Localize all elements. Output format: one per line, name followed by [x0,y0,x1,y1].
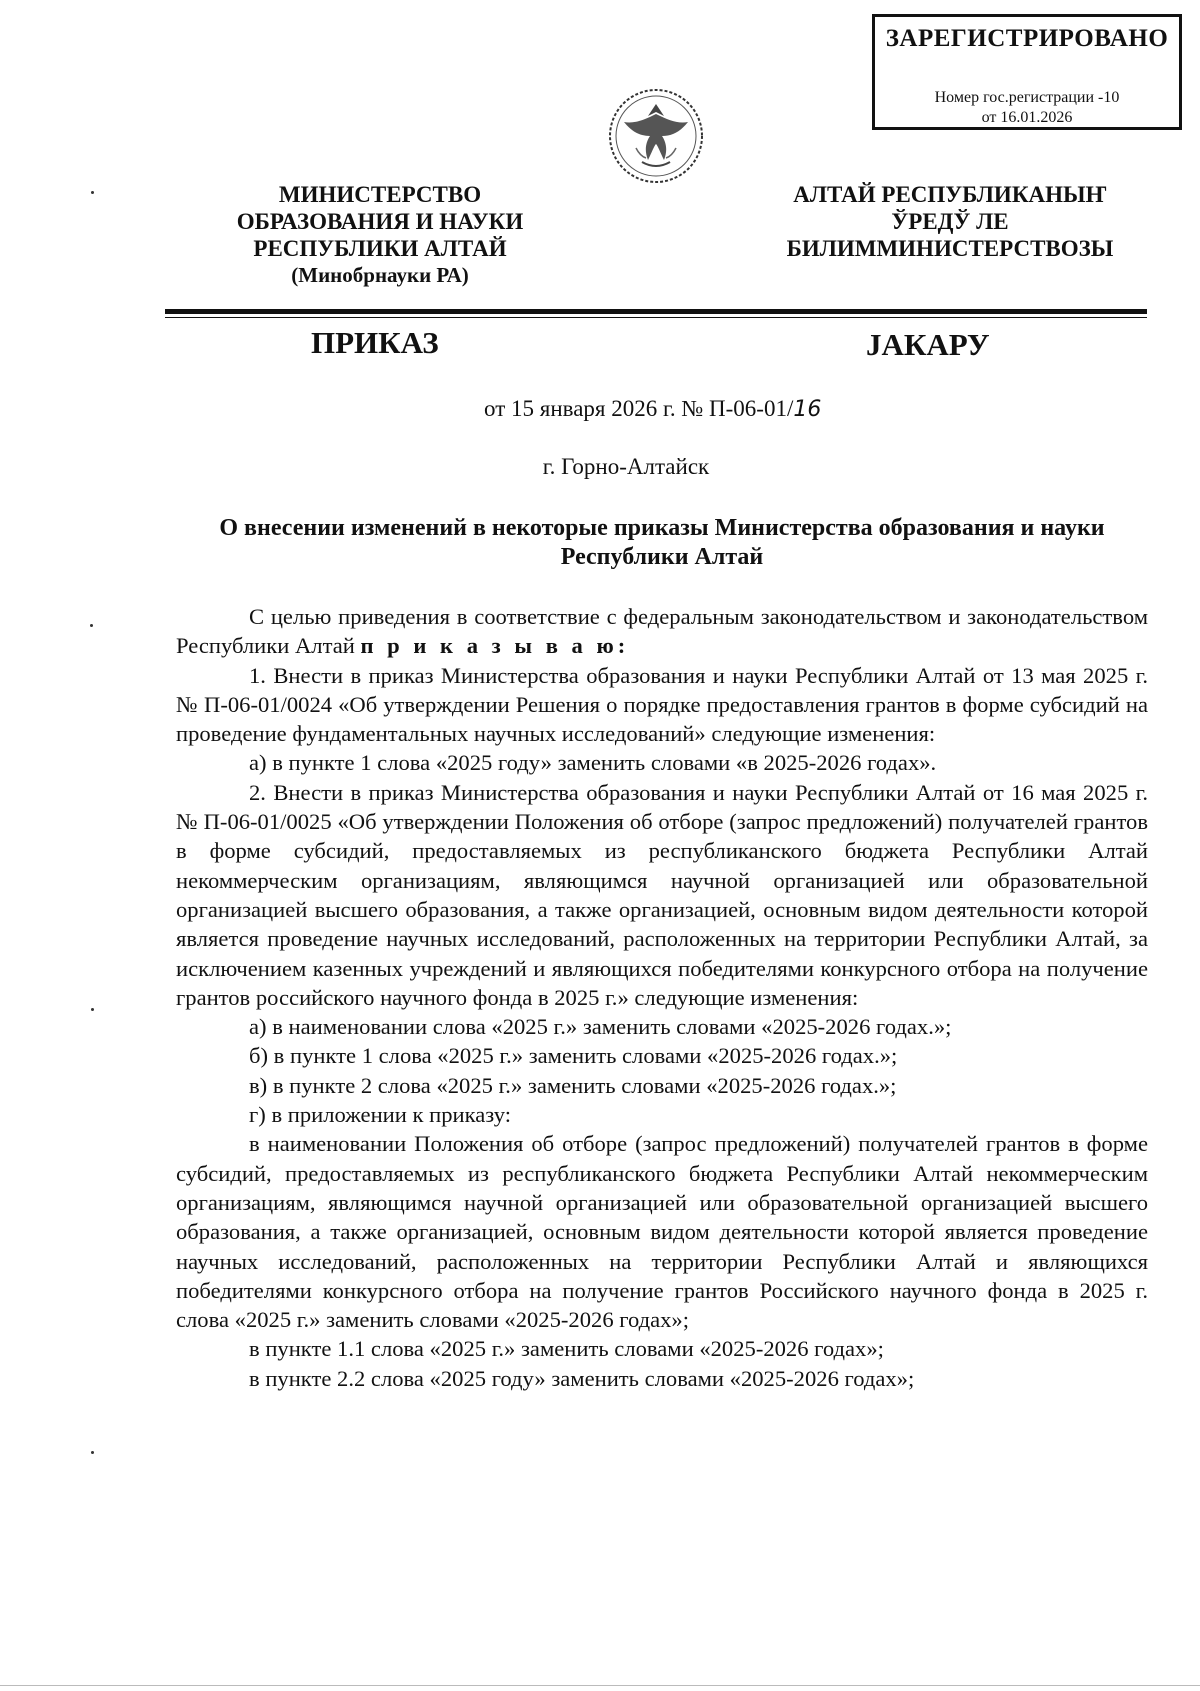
paragraph-2: 2. Внести в приказ Министерства образования и науки Республики Алтай от 16 мая 2025 г. № П-06-01/0025 «Об утверждении Положения об отборе (запрос предложений) получателей грантов в форме субсидий, предоставляемых из республиканского бюджета Республики Алтай некоммерческим организациям, являющимся научной организацией или образовательной организацией высшего образования, а также организацией, основным видом деятельности которой является проведение научных исследований, расположенных на территории Республики Алтай, за исключением казенных учреждений и являющихся победителями конкурсного отбора на получение грантов российского научного фонда в 2025 г.» следующие изменения: [176,779,1148,1010]
paragraph-2c: в) в пункте 2 слова «2025 г.» заменить словами «2025-2026 годах.»; [249,1072,897,1098]
ministry-line: АЛТАЙ РЕСПУБЛИКАНЫҤ [793,182,1107,207]
paragraph-2d-item-3: в пункте 2.2 слова «2025 году» заменить словами «2025-2026 годах»; [249,1365,915,1391]
order-body [176,602,1148,1393]
ministry-line: БИЛИММИНИСТЕРСТВОЗЫ [786,236,1114,261]
order-title-line: О внесении изменений в некоторые приказы Министерства образования и науки [219,515,1105,541]
order-word-russian: ПРИКАЗ [311,325,439,360]
order-word-altai: JАКАРУ [866,327,990,362]
ministry-line: МИНИСТЕРСТВО [278,182,482,207]
scan-speck [90,624,93,627]
scan-speck [91,1451,94,1454]
scan-speck [91,191,94,194]
paragraph-2a: а) в наименовании слова «2025 г.» заменить словами «2025-2026 годах.»; [249,1014,952,1040]
coat-of-arms-icon [606,86,706,186]
stamp-registration-date: от 16.01.2026 [981,109,1073,126]
paragraph-1a: а) в пункте 1 слова «2025 году» заменить словами «в 2025-2026 годах». [249,750,937,776]
order-date-number-text: от 15 января 2026 г. № П-06-01/ [484,396,794,421]
paragraph-1: 1. Внести в приказ Министерства образования и науки Республики Алтай от 13 мая 2025 г. № П-06-01/0024 «Об утверждении Решения о порядке предоставления грантов в форме субсидий на проведение фундаментальных научных исследований» следующие изменения: [176,662,1148,747]
scan-edge [0,1685,1200,1686]
stamp-title: ЗАРЕГИСТРИРОВАНО [885,25,1169,52]
paragraph-2d-item-2: в пункте 1.1 слова «2025 г.» заменить словами «2025-2026 годах»; [249,1336,884,1362]
ministry-line: ОБРАЗОВАНИЯ И НАУКИ [236,209,524,234]
registration-stamp [872,14,1182,130]
order-city: г. Горно-Алтайск [542,454,710,479]
ministry-name-russian [200,181,560,289]
order-title [176,514,1148,572]
header-rule-thick [165,309,1147,314]
paragraph-2d: г) в приложении к приказу: [249,1102,512,1128]
intro-keyword: п р и к а з ы в а ю [360,633,618,659]
order-date-number [484,396,821,422]
paragraph-2d-item-1: в наименовании Положения об отборе (запрос предложений) получателей грантов в форме субсидий, предоставляемых из республиканского бюджета Республики Алтай некоммерческим организациям, являющимся научной организацией или образовательной организацией высшего образования, а также организацией, основным видом деятельности которой является проведение научных исследований, расположенных на территории Республики Алтай и являющихся победителями конкурсного отбора на получение грантов Российского научного фонда в 2025 г. слова «2025 г.» заменить словами «2025-2026 годах»; [176,1131,1148,1333]
ministry-name-altai [760,181,1140,262]
header-rule-thin [165,317,1147,318]
ministry-short-name: (Минобрнауки РА) [291,263,469,287]
stamp-registration-number: Номер гос.регистрации -10 [934,89,1120,106]
intro-text: С целью приведения в соответствие с федеральным законодательством и законодательством Республики Алтай [176,604,1148,659]
order-title-line: Республики Алтай [560,544,764,570]
ministry-line: РЕСПУБЛИКИ АЛТАЙ [253,236,507,261]
scan-speck [91,1008,94,1011]
handwritten-number: 16 [793,397,822,422]
paragraph-2b: б) в пункте 1 слова «2025 г.» заменить словами «2025-2026 годах.»; [249,1043,898,1069]
ministry-line: ЎРЕДЎ ЛЕ [891,209,1009,234]
intro-paragraph [176,602,1148,661]
intro-colon: : [617,633,626,659]
